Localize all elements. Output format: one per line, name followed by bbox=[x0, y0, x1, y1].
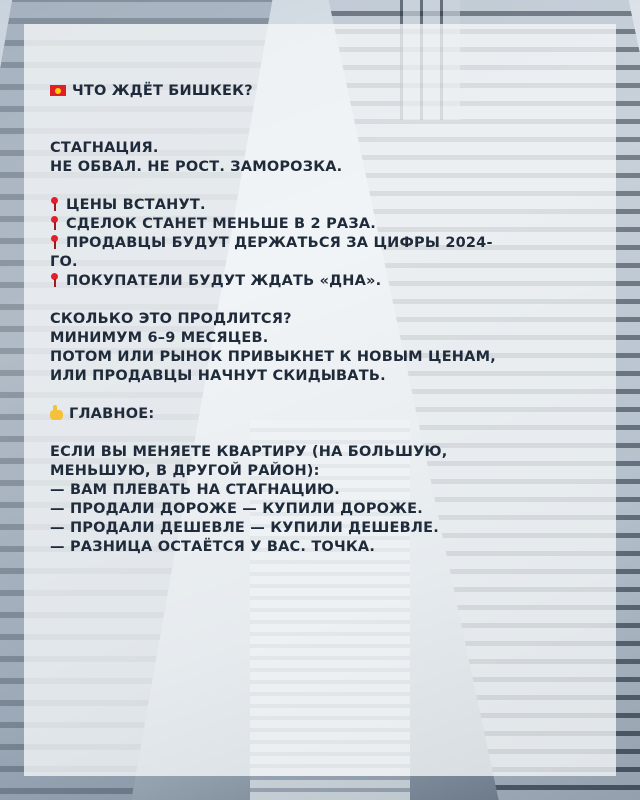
main-point: МЕНЬШУЮ, В ДРУГОЙ РАЙОН): bbox=[50, 463, 320, 479]
main-point: — ПРОДАЛИ ДЕШЕВЛЕ — КУПИЛИ ДЕШЕВЛЕ. bbox=[50, 520, 439, 536]
bullet-item: ПРОДАВЦЫ БУДУТ ДЕРЖАТЬСЯ ЗА ЦИФРЫ 2024- bbox=[50, 234, 590, 253]
main-point: — ПРОДАЛИ ДОРОЖЕ — КУПИЛИ ДОРОЖЕ. bbox=[50, 501, 423, 517]
duration-line: СКОЛЬКО ЭТО ПРОДЛИТСЯ? bbox=[50, 311, 292, 327]
pin-icon bbox=[50, 235, 59, 249]
main-label: ГЛАВНОЕ: bbox=[50, 405, 590, 424]
duration-line: ИЛИ ПРОДАВЦЫ НАЧНУТ СКИДЫВАТЬ. bbox=[50, 368, 386, 384]
intro-line: СТАГНАЦИЯ. bbox=[50, 140, 159, 156]
pointing-hand-icon bbox=[50, 405, 63, 420]
pin-icon bbox=[50, 216, 59, 230]
duration-line: МИНИМУМ 6–9 МЕСЯЦЕВ. bbox=[50, 330, 269, 346]
pin-icon bbox=[50, 273, 59, 287]
main-point: — РАЗНИЦА ОСТАЁТСЯ У ВАС. ТОЧКА. bbox=[50, 539, 376, 555]
duration-line: ПОТОМ ИЛИ РЫНОК ПРИВЫКНЕТ К НОВЫМ ЦЕНАМ, bbox=[50, 349, 496, 365]
bullet-item: ЦЕНЫ ВСТАНУТ. bbox=[50, 196, 590, 215]
main-point: — ВАМ ПЛЕВАТЬ НА СТАГНАЦИЮ. bbox=[50, 482, 340, 498]
heading: ЧТО ЖДЁТ БИШКЕК? bbox=[50, 82, 590, 101]
bullet-item-continuation: ГО. bbox=[50, 254, 78, 270]
bullet-item: ПОКУПАТЕЛИ БУДУТ ЖДАТЬ «ДНА». bbox=[50, 272, 590, 291]
kyrgyzstan-flag-icon bbox=[50, 85, 66, 96]
post-content bbox=[50, 82, 590, 557]
intro-line: НЕ ОБВАЛ. НЕ РОСТ. ЗАМОРОЗКА. bbox=[50, 159, 343, 175]
pin-icon bbox=[50, 197, 59, 211]
main-point: ЕСЛИ ВЫ МЕНЯЕТЕ КВАРТИРУ (НА БОЛЬШУЮ, bbox=[50, 444, 448, 460]
bullet-item: СДЕЛОК СТАНЕТ МЕНЬШЕ В 2 РАЗА. bbox=[50, 215, 590, 234]
